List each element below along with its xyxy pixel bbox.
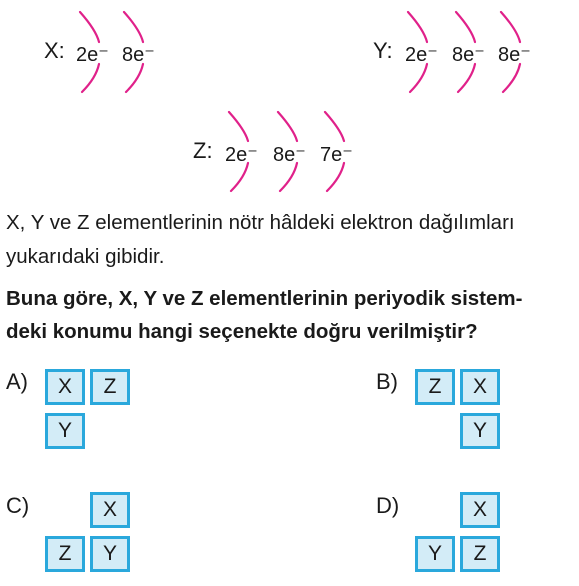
description-line-2: yukarıdaki gibidir. <box>6 245 165 268</box>
atom-z-shell-3: 7e⁻ <box>320 144 353 166</box>
question-line-2: deki konumu hangi seçenekte doğru verilmiştir? <box>6 320 478 343</box>
atom-z-label: Z: <box>193 138 213 163</box>
option-b-cell-y: Y <box>460 413 500 449</box>
option-d-cell-x: X <box>460 492 500 528</box>
option-b-label[interactable]: B) <box>376 369 398 394</box>
option-a-cell-y: Y <box>45 413 85 449</box>
option-b-cell-z: Z <box>415 369 455 405</box>
question-line-1: Buna göre, X, Y ve Z elementlerinin periyodik sistem- <box>6 287 523 310</box>
option-a-cell-x: X <box>45 369 85 405</box>
atom-x-label: X: <box>44 38 65 63</box>
atom-y-label: Y: <box>373 38 393 63</box>
atom-y-shell-3: 8e⁻ <box>498 44 531 66</box>
shell-arcs <box>0 0 579 200</box>
description-line-1: X, Y ve Z elementlerinin nötr hâldeki elektron dağılımları <box>6 211 515 234</box>
atom-y-shell-2: 8e⁻ <box>452 44 485 66</box>
option-b-cell-x: X <box>460 369 500 405</box>
atom-z-shell-2: 8e⁻ <box>273 144 306 166</box>
option-d-cell-y: Y <box>415 536 455 572</box>
option-a-label[interactable]: A) <box>6 369 28 394</box>
option-c-label[interactable]: C) <box>6 493 30 518</box>
option-d-cell-z: Z <box>460 536 500 572</box>
atom-y-shell-1: 2e⁻ <box>405 44 438 66</box>
atom-x-shell-2: 8e⁻ <box>122 44 155 66</box>
atom-x-shell-1: 2e⁻ <box>76 44 109 66</box>
option-a-cell-z: Z <box>90 369 130 405</box>
option-c-cell-y: Y <box>90 536 130 572</box>
option-d-label[interactable]: D) <box>376 493 400 518</box>
option-c-cell-x: X <box>90 492 130 528</box>
atom-z-shell-1: 2e⁻ <box>225 144 258 166</box>
option-c-cell-z: Z <box>45 536 85 572</box>
